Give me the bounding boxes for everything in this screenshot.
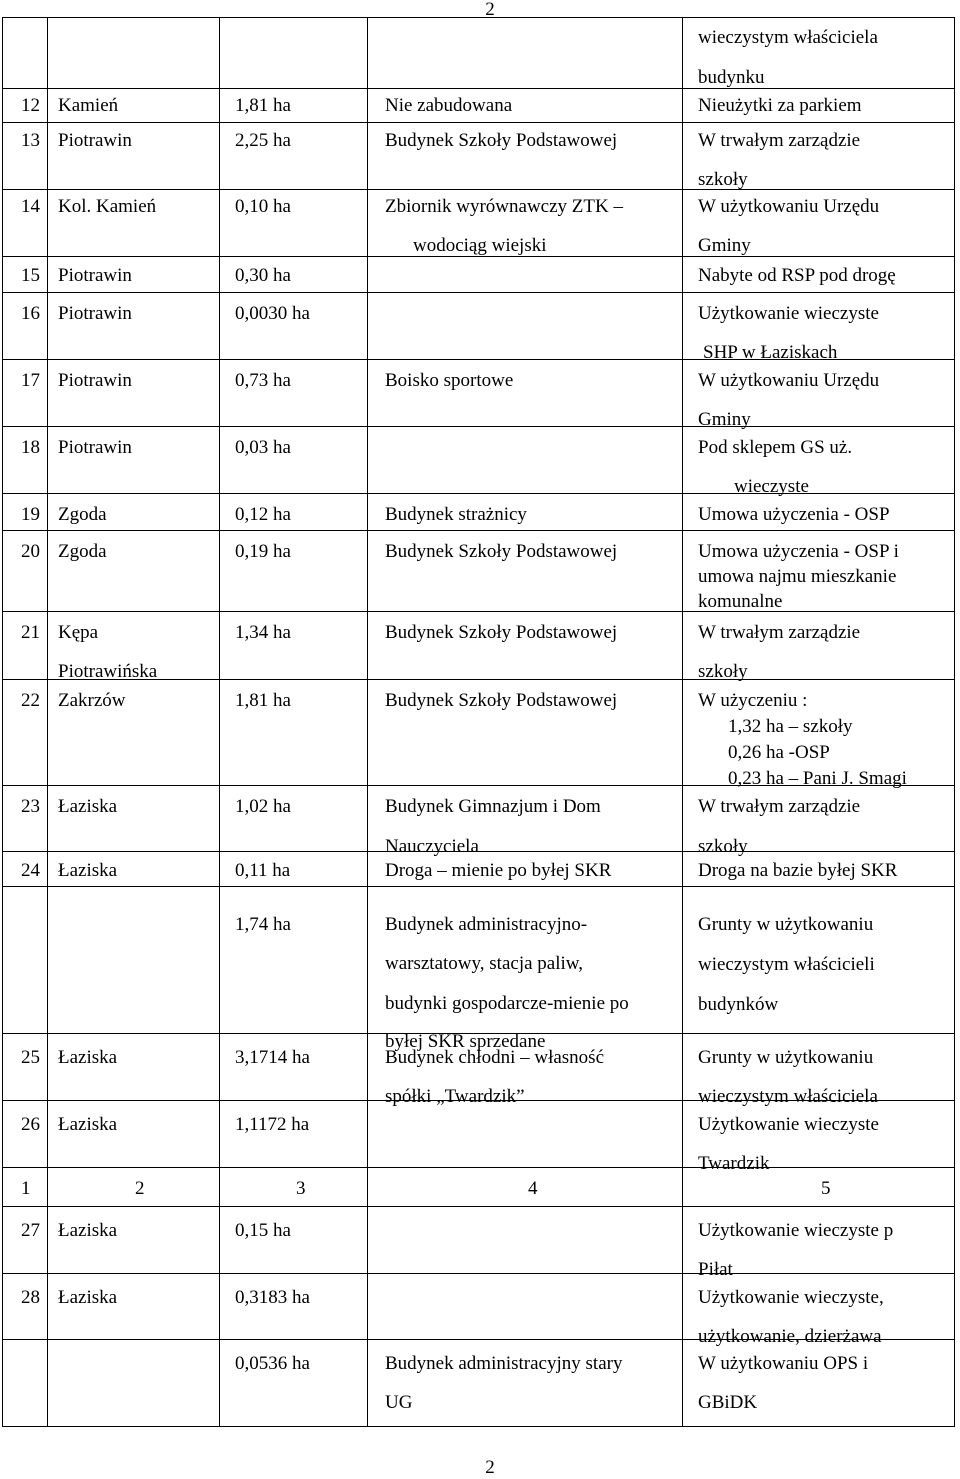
column-divider xyxy=(367,680,368,785)
status-line: Pod sklepem GS uż. xyxy=(698,437,853,458)
status-line: Nabyte od RSP pod drogę xyxy=(698,265,896,286)
column-divider xyxy=(367,360,368,426)
column-divider xyxy=(219,1101,220,1167)
column-divider xyxy=(47,612,48,679)
status-line: Droga na bazie byłej SKR xyxy=(698,860,898,881)
column-divider xyxy=(47,1034,48,1100)
table-row xyxy=(3,190,954,257)
area-value: 0,10 ha xyxy=(235,196,291,217)
status-line: budynków xyxy=(698,994,779,1015)
column-divider xyxy=(219,612,220,679)
status-line: szkoły xyxy=(698,836,748,857)
status-line: 0,23 ha – Pani J. Smagi xyxy=(728,768,907,789)
place-name: Zgoda xyxy=(58,504,107,525)
column-divider xyxy=(47,293,48,359)
status-line: Grunty w użytkowaniu xyxy=(698,914,874,935)
description-line: byłej SKR sprzedane xyxy=(385,1031,546,1052)
row-number: 17 xyxy=(21,370,40,391)
place-name: Piotrawin xyxy=(58,437,132,458)
column-divider xyxy=(47,1168,48,1206)
column-divider xyxy=(47,786,48,851)
table-row xyxy=(3,1207,954,1280)
description-line: Nie zabudowana xyxy=(385,95,513,116)
status-line: komunalne xyxy=(698,591,783,612)
table-row xyxy=(3,123,954,190)
place-name: Zgoda xyxy=(58,541,107,562)
column-divider xyxy=(219,427,220,493)
area-value: 1,74 ha xyxy=(235,914,291,935)
place-name: 2 xyxy=(135,1178,145,1199)
description-line: UG xyxy=(385,1392,413,1413)
column-divider xyxy=(47,887,48,1033)
area-value: 3 xyxy=(296,1178,306,1199)
column-divider xyxy=(219,887,220,1033)
column-divider xyxy=(47,427,48,493)
column-divider xyxy=(682,494,683,530)
description-line: wodociąg wiejski xyxy=(413,235,547,256)
column-divider xyxy=(219,531,220,611)
area-value: 2,25 ha xyxy=(235,130,291,151)
place-name: Zakrzów xyxy=(58,690,126,711)
status-line: SHP w Łaziskach xyxy=(703,342,838,363)
status-line: W użytkowaniu Urzędu xyxy=(698,196,880,217)
area-value: 1,81 ha xyxy=(235,95,291,116)
column-divider xyxy=(367,531,368,611)
row-number: 19 xyxy=(21,504,40,525)
description-line: Zbiornik wyrównawczy ZTK – xyxy=(385,196,623,217)
place-name: Łaziska xyxy=(58,796,118,817)
status-line: Nieużytki za parkiem xyxy=(698,95,862,116)
column-divider xyxy=(367,257,368,292)
table-row xyxy=(3,494,954,531)
column-divider xyxy=(219,1034,220,1100)
status-line: wieczystym właściciela xyxy=(698,27,878,48)
row-number: 20 xyxy=(21,541,40,562)
area-value: 1,81 ha xyxy=(235,690,291,711)
column-divider xyxy=(47,1101,48,1167)
status-line: Piłat xyxy=(698,1259,733,1280)
status-line: W użyczeniu : xyxy=(698,690,808,711)
status-line: Grunty w użytkowaniu xyxy=(698,1047,874,1068)
place-name: Piotrawin xyxy=(58,265,132,286)
table-row xyxy=(3,786,954,857)
column-divider xyxy=(367,1101,368,1167)
column-divider xyxy=(682,427,683,493)
column-divider xyxy=(47,852,48,886)
status-line: Gminy xyxy=(698,235,751,256)
column-divider xyxy=(682,887,683,1033)
description-line: Budynek Szkoły Podstawowej xyxy=(385,130,618,151)
area-value: 1,34 ha xyxy=(235,622,291,643)
description-line: Budynek strażnicy xyxy=(385,504,527,525)
column-divider xyxy=(682,190,683,256)
column-divider xyxy=(682,1168,683,1206)
description-line: Nauczyciela xyxy=(385,836,479,857)
row-number: 13 xyxy=(21,130,40,151)
column-divider xyxy=(219,852,220,886)
place-name: Łaziska xyxy=(58,1114,118,1135)
table-row xyxy=(3,89,954,123)
column-divider xyxy=(219,786,220,851)
status-line: GBiDK xyxy=(698,1392,758,1413)
place-name: Kol. Kamień xyxy=(58,196,157,217)
description-line: warsztatowy, stacja paliw, xyxy=(385,953,584,974)
row-number: 24 xyxy=(21,860,40,881)
column-divider xyxy=(47,89,48,122)
column-divider xyxy=(682,257,683,292)
table-row xyxy=(3,18,954,89)
column-divider xyxy=(47,190,48,256)
status-line: budynku xyxy=(698,67,765,88)
description-line: Budynek chłodni – własność xyxy=(385,1047,605,1068)
description-line: Budynek Szkoły Podstawowej xyxy=(385,541,618,562)
table-row xyxy=(3,1034,954,1107)
row-number: 21 xyxy=(21,622,40,643)
description-line: 4 xyxy=(528,1178,538,1199)
column-divider xyxy=(47,1274,48,1339)
column-divider xyxy=(219,1340,220,1427)
description-line: spółki „Twardzik” xyxy=(385,1086,525,1107)
status-line: szkoły xyxy=(698,169,748,190)
table-row xyxy=(3,293,954,363)
place-name: Piotrawin xyxy=(58,370,132,391)
column-divider xyxy=(367,1034,368,1100)
table-row xyxy=(3,360,954,430)
row-number: 12 xyxy=(21,95,40,116)
description-line: Budynek Gimnazjum i Dom xyxy=(385,796,601,817)
place-name: Piotrawin xyxy=(58,303,132,324)
area-value: 0,03 ha xyxy=(235,437,291,458)
status-line: 5 xyxy=(821,1178,831,1199)
description-line: Boisko sportowe xyxy=(385,370,514,391)
status-line: szkoły xyxy=(698,661,748,682)
column-divider xyxy=(682,360,683,426)
table-row xyxy=(3,257,954,293)
column-divider xyxy=(682,1101,683,1167)
column-divider xyxy=(219,293,220,359)
column-divider xyxy=(367,1207,368,1273)
row-number: 28 xyxy=(21,1287,40,1308)
area-value: 1,02 ha xyxy=(235,796,291,817)
place-name: Piotrawin xyxy=(58,130,132,151)
status-line: Twardzik xyxy=(698,1153,770,1174)
column-divider xyxy=(367,494,368,530)
column-divider xyxy=(219,680,220,785)
column-divider xyxy=(682,852,683,886)
column-divider xyxy=(682,293,683,359)
column-divider xyxy=(47,123,48,189)
area-value: 0,11 ha xyxy=(235,860,291,881)
description-line: Budynek Szkoły Podstawowej xyxy=(385,622,618,643)
row-number: 22 xyxy=(21,690,40,711)
status-line: W trwałym zarządzie xyxy=(698,796,861,817)
column-divider xyxy=(367,786,368,851)
status-line: W użytkowaniu Urzędu xyxy=(698,370,880,391)
status-line: W użytkowaniu OPS i xyxy=(698,1353,869,1374)
area-value: 0,3183 ha xyxy=(235,1287,310,1308)
column-divider xyxy=(367,427,368,493)
place-name: Łaziska xyxy=(58,860,118,881)
row-number: 16 xyxy=(21,303,40,324)
column-divider xyxy=(47,360,48,426)
column-divider xyxy=(47,680,48,785)
column-divider xyxy=(367,852,368,886)
column-divider xyxy=(219,190,220,256)
description-line: Droga – mienie po byłej SKR xyxy=(385,860,612,881)
place-name: Łaziska xyxy=(58,1287,118,1308)
row-number: 26 xyxy=(21,1114,40,1135)
area-value: 0,0030 ha xyxy=(235,303,310,324)
row-number: 23 xyxy=(21,796,40,817)
table-row xyxy=(3,680,954,789)
status-line: umowa najmu mieszkanie xyxy=(698,566,897,587)
description-line: Budynek Szkoły Podstawowej xyxy=(385,690,618,711)
column-divider xyxy=(682,1274,683,1339)
column-divider xyxy=(682,1207,683,1273)
status-line: wieczystym właściciela xyxy=(698,1086,878,1107)
status-line: Gminy xyxy=(698,409,751,430)
column-divider xyxy=(219,1168,220,1206)
table-row xyxy=(3,852,954,887)
column-divider xyxy=(367,293,368,359)
column-divider xyxy=(367,18,368,88)
area-value: 1,1172 ha xyxy=(235,1114,310,1135)
area-value: 0,15 ha xyxy=(235,1220,291,1241)
area-value: 3,1714 ha xyxy=(235,1047,310,1068)
column-divider xyxy=(219,1207,220,1273)
column-divider xyxy=(367,89,368,122)
column-divider xyxy=(367,1168,368,1206)
column-divider xyxy=(367,190,368,256)
place-name-continued: Piotrawińska xyxy=(58,661,158,682)
column-divider xyxy=(682,1340,683,1427)
table-row xyxy=(3,531,954,612)
status-line: Użytkowanie wieczyste, xyxy=(698,1287,884,1308)
status-line: Użytkowanie wieczyste p xyxy=(698,1220,894,1241)
column-divider xyxy=(367,123,368,189)
table-row xyxy=(3,1168,954,1207)
column-divider xyxy=(47,1207,48,1273)
column-divider xyxy=(47,18,48,88)
table-row xyxy=(3,887,954,1052)
column-divider xyxy=(682,786,683,851)
column-divider xyxy=(682,531,683,611)
column-divider xyxy=(47,494,48,530)
column-divider xyxy=(682,123,683,189)
row-number: 18 xyxy=(21,437,40,458)
column-divider xyxy=(367,887,368,1033)
column-divider xyxy=(47,531,48,611)
place-name: Łaziska xyxy=(58,1047,118,1068)
table-row xyxy=(3,1101,954,1174)
table-row xyxy=(3,612,954,680)
column-divider xyxy=(682,89,683,122)
status-line: Umowa użyczenia - OSP xyxy=(698,504,890,525)
row-number: 27 xyxy=(21,1220,40,1241)
page-number-bottom: 2 xyxy=(485,1457,495,1478)
column-divider xyxy=(682,612,683,679)
column-divider xyxy=(367,612,368,679)
status-line: Użytkowanie wieczyste xyxy=(698,1114,879,1135)
description-line: Budynek administracyjno- xyxy=(385,914,588,935)
area-value: 0,73 ha xyxy=(235,370,291,391)
row-number: 14 xyxy=(21,196,40,217)
description-line: Budynek administracyjny stary xyxy=(385,1353,623,1374)
status-line: Umowa użyczenia - OSP i xyxy=(698,541,899,562)
status-line: wieczystym właścicieli xyxy=(698,954,875,975)
column-divider xyxy=(219,1274,220,1339)
column-divider xyxy=(367,1274,368,1339)
status-line: Użytkowanie wieczyste xyxy=(698,303,879,324)
column-divider xyxy=(219,18,220,88)
area-value: 0,12 ha xyxy=(235,504,291,525)
row-number: 25 xyxy=(21,1047,40,1068)
column-divider xyxy=(219,123,220,189)
column-divider xyxy=(219,257,220,292)
column-divider xyxy=(367,1340,368,1427)
place-name: Łaziska xyxy=(58,1220,118,1241)
status-line: W trwałym zarządzie xyxy=(698,622,861,643)
table-row xyxy=(3,427,954,497)
row-number: 15 xyxy=(21,265,40,286)
area-value: 0,19 ha xyxy=(235,541,291,562)
column-divider xyxy=(47,257,48,292)
status-line: 1,32 ha – szkoły xyxy=(728,716,853,737)
row-number: 1 xyxy=(21,1178,31,1199)
status-line: W trwałym zarządzie xyxy=(698,130,861,151)
column-divider xyxy=(47,1340,48,1427)
place-name: Kępa xyxy=(58,622,99,643)
property-table xyxy=(2,17,955,1427)
area-value: 0,0536 ha xyxy=(235,1353,310,1374)
status-line: wieczyste xyxy=(734,476,809,497)
column-divider xyxy=(219,89,220,122)
column-divider xyxy=(682,18,683,88)
table-row xyxy=(3,1274,954,1347)
status-line: użytkowanie, dzierżawa xyxy=(698,1326,882,1347)
place-name: Kamień xyxy=(58,95,119,116)
column-divider xyxy=(219,494,220,530)
description-line: budynki gospodarcze-mienie po xyxy=(385,993,629,1014)
area-value: 0,30 ha xyxy=(235,265,291,286)
status-line: 0,26 ha -OSP xyxy=(728,742,830,763)
column-divider xyxy=(682,1034,683,1100)
page-number-top: 2 xyxy=(485,0,495,20)
column-divider xyxy=(682,680,683,785)
table-row xyxy=(3,1340,954,1427)
column-divider xyxy=(219,360,220,426)
